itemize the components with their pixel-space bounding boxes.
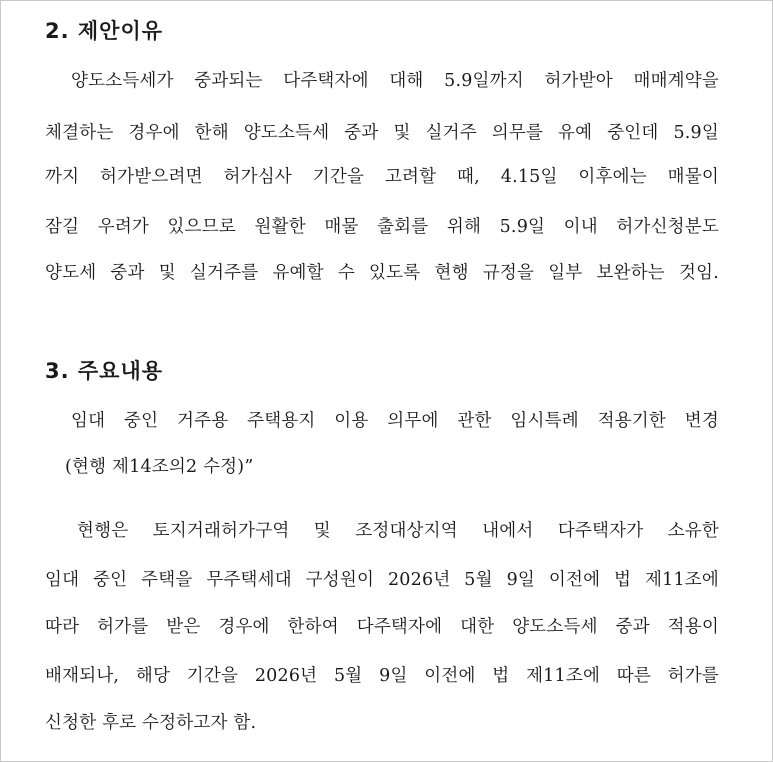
section-2-line-3: 까지 허가받으려면 허가심사 기간을 고려할 때, 4.15일 이후에는 매물이 (45, 167, 719, 187)
section-2-heading: 2. 제안이유 (45, 19, 164, 43)
section-2-line-4: 잠길 우려가 있으므로 원활한 매물 출회를 위해 5.9일 이내 허가신청분도 (45, 217, 719, 237)
section-2-line-2: 체결하는 경우에 한해 양도소득세 중과 및 실거주 의무를 유예 중인데 5.9일 (45, 123, 719, 143)
section-3-heading: 3. 주요내용 (45, 359, 164, 383)
section-3-line-4: 배재되나, 해당 기간을 2026년 5월 9일 이전에 법 제11조에 따른 허가를 (45, 666, 719, 686)
section-3-line-5: 신청한 후로 수정하고자 함. (45, 713, 257, 733)
section-3-line-3: 따라 허가를 받은 경우에 한하여 다주택자에 대한 양도소득세 중과 적용이 (45, 617, 719, 637)
section-3-subtitle-line-1: 임대 중인 거주용 주택용지 이용 의무에 관한 임시특례 적용기한 변경 (71, 411, 719, 431)
section-2-line-1: 양도소득세가 중과되는 다주택자에 대해 5.9일까지 허가받아 매매계약을 (71, 71, 719, 91)
section-3-line-1: 현행은 토지거래허가구역 및 조정대상지역 내에서 다주택자가 소유한 (77, 521, 719, 541)
section-3-line-2: 임대 중인 주택을 무주택세대 구성원이 2026년 5월 9일 이전에 법 제11조에 (45, 570, 719, 590)
section-2-line-5: 양도세 중과 및 실거주를 유예할 수 있도록 현행 규정을 일부 보완하는 것임. (45, 263, 719, 283)
section-3-subtitle-line-2: (현행 제14조의2 수정)” (65, 457, 254, 477)
